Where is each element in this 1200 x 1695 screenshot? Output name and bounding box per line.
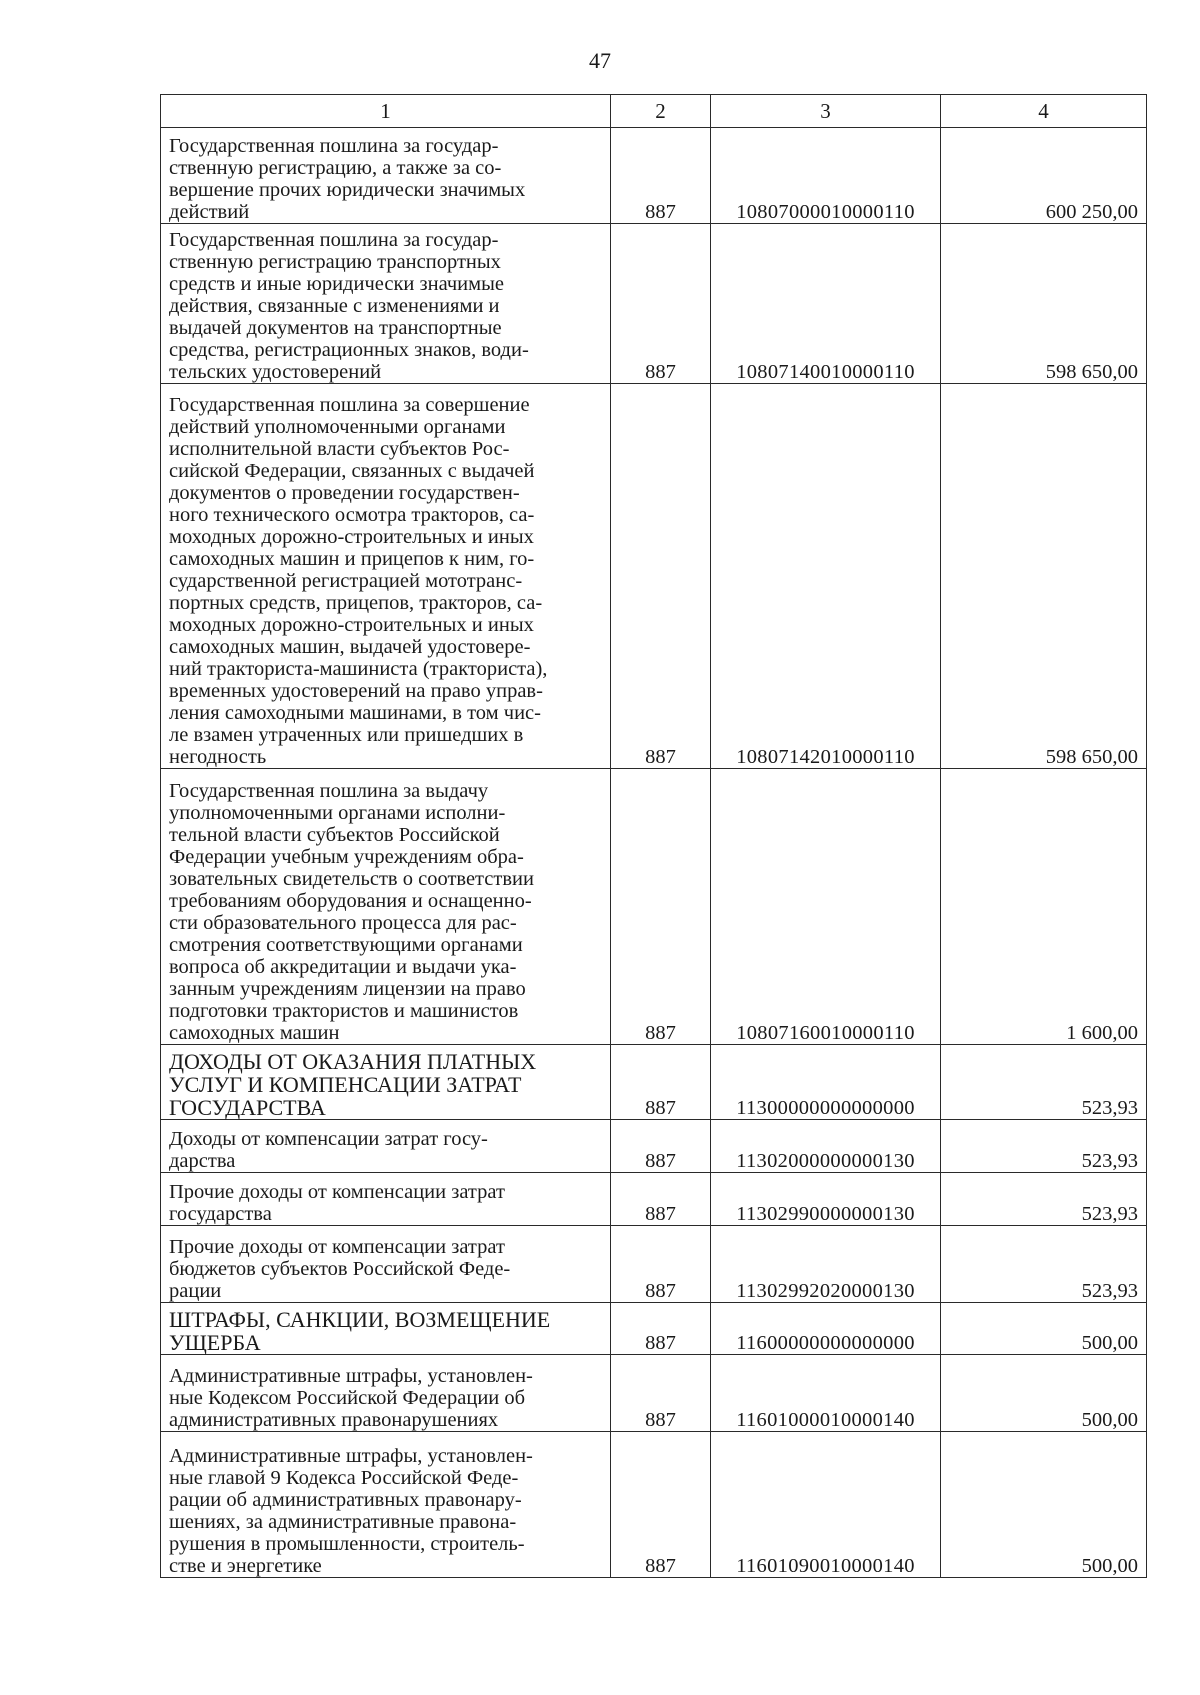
table-row [161,1045,1147,1120]
row-description: Государственная пошлина за выдачу уполномоченными органами исполни- тельной власти субъектов Российской Федерации учебным учреждениям обра- зовательных свидетельств о соответствии требованиям оборудования и оснащенно- сти образовательного процесса для рас- смотрения соответствующими органами вопроса об аккредитации и выдачи ука- занным учреждениям лицензии на право подготовки трактористов и машинистов самоходных машин [161,769,611,1045]
header-col-1: 1 [161,95,611,128]
row-revenue-code: 10807000010000110 [711,128,941,224]
table-row [161,128,1147,224]
row-amount: 598 650,00 [941,224,1147,384]
row-description: Государственная пошлина за государ- ственную регистрацию транспортных средств и иные юридически значимые действия, связанные с изменениями и выдачей документов на транспортные средства, регистрационных знаков, води- тельских удостоверений [161,224,611,384]
row-amount: 500,00 [941,1355,1147,1432]
row-description: Прочие доходы от компенсации затрат бюджетов субъектов Российской Феде- рации [161,1226,611,1303]
row-admin-code: 887 [611,384,711,769]
row-admin-code: 887 [611,1045,711,1120]
page-number: 47 [589,48,611,73]
row-revenue-code: 10807160010000110 [711,769,941,1045]
header-col-3: 3 [711,95,941,128]
table-row [161,1120,1147,1173]
row-revenue-code: 10807140010000110 [711,224,941,384]
row-admin-code: 887 [611,1173,711,1226]
table-row [161,224,1147,384]
row-amount: 1 600,00 [941,769,1147,1045]
row-description: Прочие доходы от компенсации затрат государства [161,1173,611,1226]
table-row [161,1303,1147,1355]
row-admin-code: 887 [611,1120,711,1173]
row-admin-code: 887 [611,1303,711,1355]
row-revenue-code: 11300000000000000 [711,1045,941,1120]
row-description: Государственная пошлина за государ- ственную регистрацию, а также за со- вершение прочих юридически значимых действий [161,128,611,224]
table-row [161,1355,1147,1432]
row-admin-code: 887 [611,1226,711,1303]
row-description: Государственная пошлина за совершение действий уполномоченными органами исполнительной власти субъектов Рос- сийской Федерации, связанных с выдачей документов о проведении государствен- ного технического осмотра тракторов, са- моходных дорожно-строительных и иных самоходных машин и прицепов к ним, го- сударственной регистрацией мототранс- портных средств, прицепов, тракторов, са- моходных дорожно-строительных и иных самоходных машин, выдачей удостовере- ний тракториста-машиниста (тракториста), временных удостоверений на право управ- ления самоходными машинами, в том чис- ле взамен утраченных или пришедших в негодность [161,384,611,769]
row-description: ШТРАФЫ, САНКЦИИ, ВОЗМЕЩЕНИЕ УЩЕРБА [161,1303,611,1355]
row-amount: 523,93 [941,1120,1147,1173]
table-row [161,1432,1147,1578]
row-amount: 523,93 [941,1226,1147,1303]
row-revenue-code: 11302992020000130 [711,1226,941,1303]
row-amount: 523,93 [941,1173,1147,1226]
row-admin-code: 887 [611,128,711,224]
row-description: Административные штрафы, установлен- ные Кодексом Российской Федерации об административных правонарушениях [161,1355,611,1432]
revenue-table [160,94,1147,1578]
row-revenue-code: 11302000000000130 [711,1120,941,1173]
header-col-4: 4 [941,95,1147,128]
header-col-2: 2 [611,95,711,128]
row-revenue-code: 11302990000000130 [711,1173,941,1226]
row-amount: 600 250,00 [941,128,1147,224]
row-amount: 523,93 [941,1045,1147,1120]
table-row [161,384,1147,769]
row-description: Доходы от компенсации затрат госу- дарства [161,1120,611,1173]
row-amount: 500,00 [941,1303,1147,1355]
table-row [161,769,1147,1045]
row-amount: 598 650,00 [941,384,1147,769]
row-admin-code: 887 [611,769,711,1045]
row-revenue-code: 11600000000000000 [711,1303,941,1355]
row-revenue-code: 11601090010000140 [711,1432,941,1578]
table-row [161,1226,1147,1303]
row-admin-code: 887 [611,1432,711,1578]
row-revenue-code: 11601000010000140 [711,1355,941,1432]
row-revenue-code: 10807142010000110 [711,384,941,769]
row-amount: 500,00 [941,1432,1147,1578]
row-description: Административные штрафы, установлен- ные главой 9 Кодекса Российской Феде- рации об административных правонару- шениях, за административные правона- рушения в промышленности, строитель- стве и энергетике [161,1432,611,1578]
table-row [161,1173,1147,1226]
row-admin-code: 887 [611,224,711,384]
row-description: ДОХОДЫ ОТ ОКАЗАНИЯ ПЛАТНЫХ УСЛУГ И КОМПЕНСАЦИИ ЗАТРАТ ГОСУДАРСТВА [161,1045,611,1120]
table-header-row [161,95,1147,128]
row-admin-code: 887 [611,1355,711,1432]
